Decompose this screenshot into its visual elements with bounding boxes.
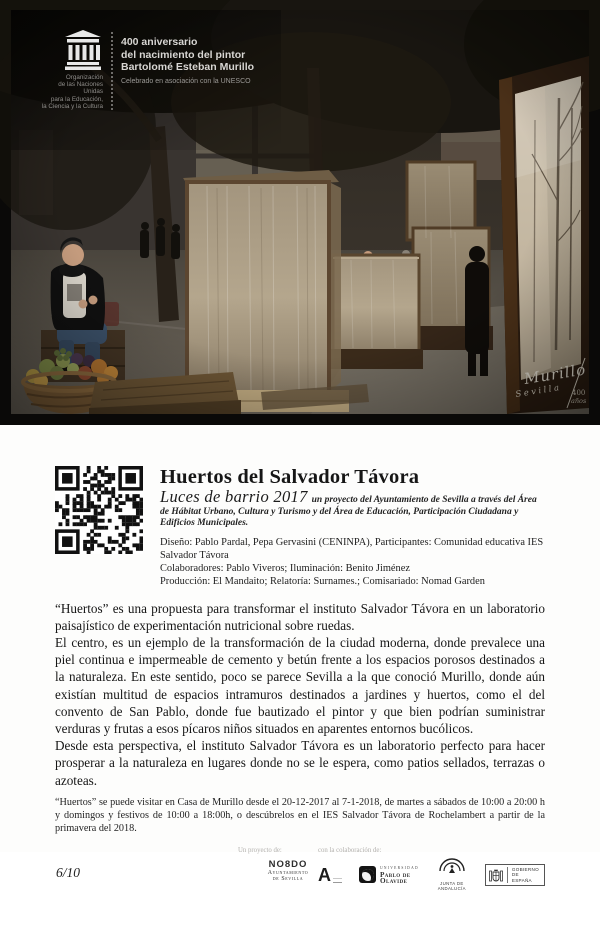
subtitle [160, 487, 545, 530]
junta-andalucia-arch-icon [437, 859, 467, 875]
unesco-org-text: Organización de las Naciones Unidas para la Educación, la Ciencia y la Cultura [41, 74, 103, 110]
paragraph: El centro, es un ejemplo de la transformación de la ciudad moderna, donde prevalece una piel continua e impermeable de cemento y betún frente a los espacios porosos destinados a la naturaleza. En este sentido, poco se parece Sevilla a la que conoció Murillo, donde aún existían multitud de espacios intramuros destinados a jardines y huertos, como el del convento de San Pablo, donde fue bautizado el pintor y que bien podrían suministrar verduras y frutas a esos pícaros niños situados en aparentes entornos bucólicos. [55, 634, 545, 736]
dotted-divider [111, 32, 113, 110]
page-title: Huertos del Salvador Távora [160, 466, 420, 488]
credits-line: Colaboradores: Pablo Viveros; Iluminación: Benito Jiménez [160, 562, 410, 574]
visit-info-footnote: “Huertos” se puede visitar en Casa de Murillo desde el 20-12-2017 al 7-1-2018, de martes a sábados de 10:00 a 20:00 h y domingos y festivos de 10:00 a 18:00h, o descúbrelos en el IES Salvador Távora de Rochelambert a partir de la primavera del 2018. [55, 796, 545, 834]
olavide-circle-icon [359, 866, 376, 883]
spain-coat-of-arms-icon [489, 867, 503, 883]
gobierno-espana-logo: GOBIERNO DE ESPAÑA [485, 864, 545, 886]
collaboration-label: con la colaboración de: [318, 846, 382, 854]
paragraph: Desde esta perspectiva, el instituto Salvador Távora es un laboratorio perfecto para hacer prosperar a la naturaleza en lugares donde no se le espera, como patios sellados, terrazas o azoteas. [55, 738, 545, 788]
series-title: Luces de barrio 2017 [160, 487, 308, 506]
qr-code [55, 466, 143, 554]
icas-a-logo: A [318, 867, 342, 883]
body-text [55, 600, 545, 789]
series-description: un proyecto del Ayuntamiento de Sevilla a través del Área de Hábitat Urbano, Cultura y Turismo y del Área de Educación, Participación Ciudadana y Edificios Municipales. [160, 495, 537, 528]
icas-smalltext [333, 878, 342, 883]
article [55, 425, 545, 925]
title-block [55, 466, 545, 588]
page-number: 6/10 [56, 864, 81, 880]
no8do-motto: NO8DO [268, 858, 308, 870]
paragraph: “Huertos” es una propuesta para transformar el instituto Salvador Távora en un laboratorio paisajístico de experimentación nutricional sobre ruedas. [55, 600, 545, 633]
association-line: Celebrado en asociación con la UNESCO [121, 77, 251, 85]
ayuntamiento-sevilla-logo: NO8DO Ayuntamiento de Sevilla [253, 859, 323, 882]
junta-andalucia-logo: JUNTA DE ANDALUCÍA [436, 859, 468, 891]
credits-line: Diseño: Pablo Pardal, Pepa Gervasini (CENINPA), Participantes: Comunidad educativa IES Salvador Távora [160, 536, 544, 561]
unesco-temple-icon [65, 30, 101, 70]
banner [0, 0, 600, 425]
installation-photo [11, 10, 589, 414]
anniversary-text: 400 aniversario del nacimiento del pintor Bartolomé Esteban Murillo Celebrado en asociación con la UNESCO [121, 36, 255, 85]
unesco-block [37, 30, 254, 110]
universidad-pablo-olavide-logo: UNIVERSIDAD Pablo de Olavide [359, 865, 419, 885]
project-label: Un proyecto de: [238, 846, 282, 854]
credits [160, 536, 545, 588]
credits-line: Producción: El Mandaito; Relatoría: Surnames.; Comisariado: Nomad Garden [160, 575, 485, 587]
collaborator-logos [318, 859, 545, 891]
footer [55, 845, 545, 925]
